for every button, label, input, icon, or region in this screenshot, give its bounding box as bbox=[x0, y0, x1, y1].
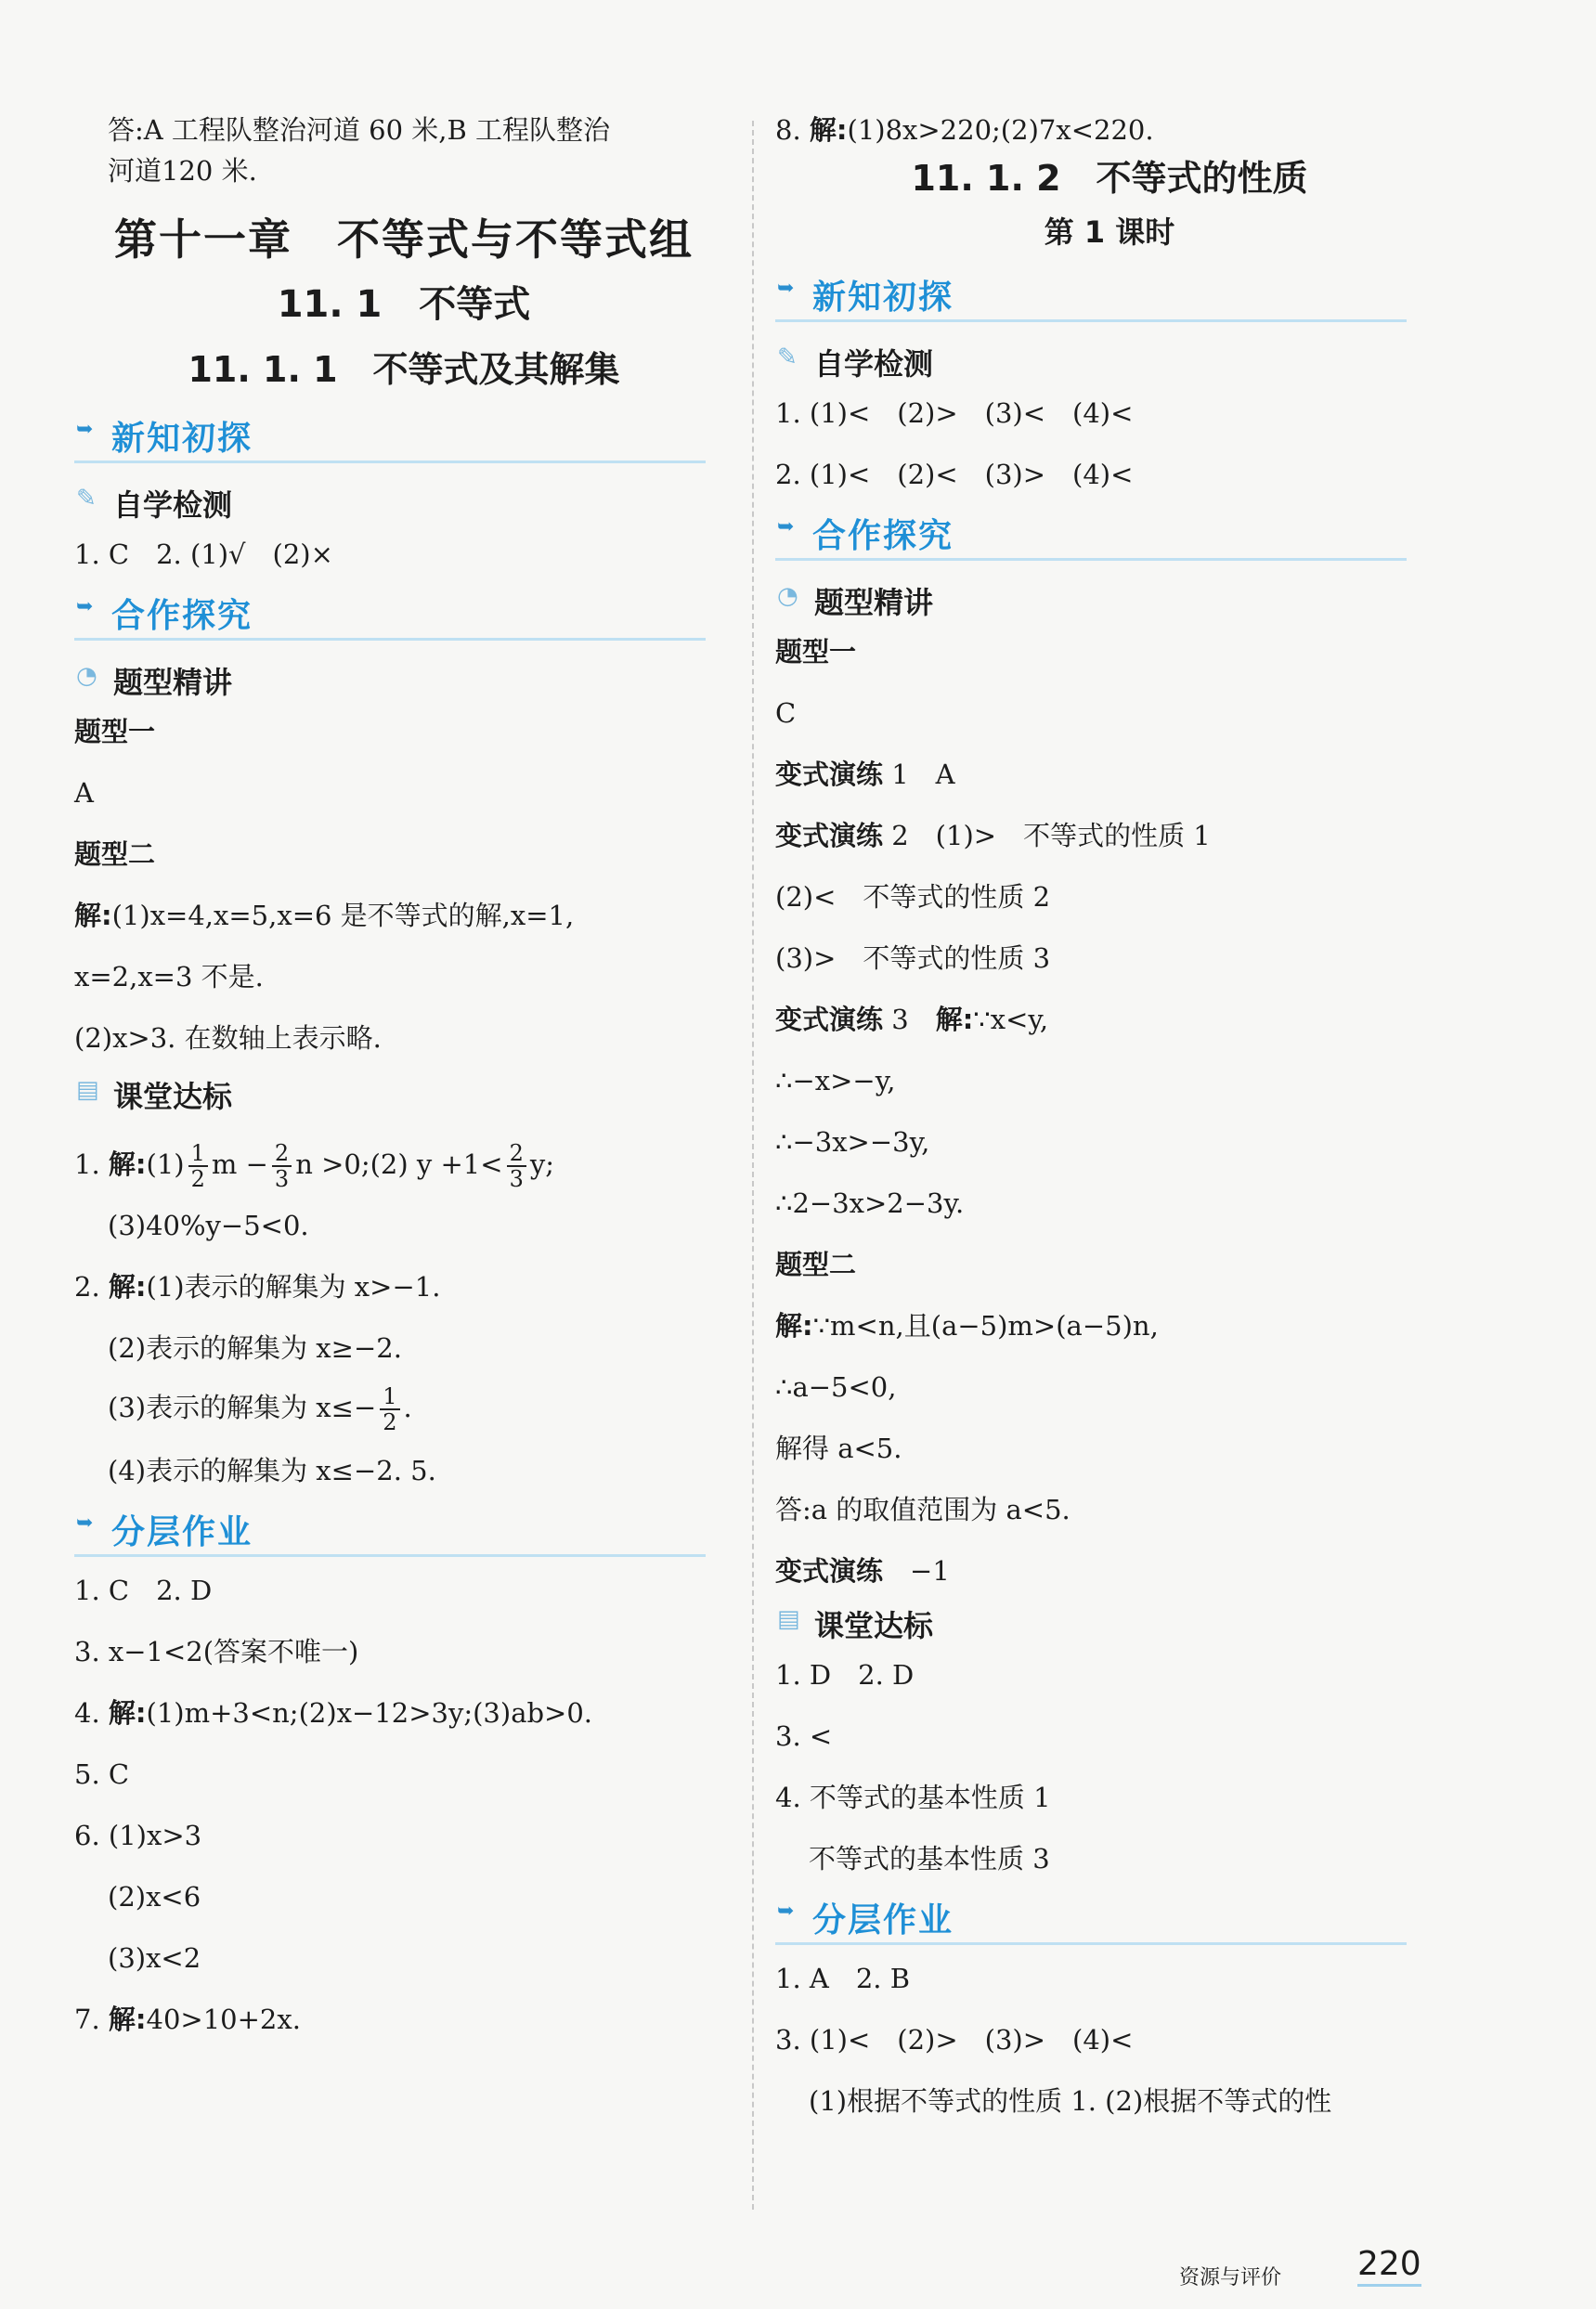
bianshi-text: ∵x<y, bbox=[973, 1004, 1049, 1035]
ketang-1-line-2: (3)40%y−5<0. bbox=[108, 1210, 309, 1241]
sub-label: 题型精讲 bbox=[113, 665, 233, 700]
hw-1: 1. C 2. D bbox=[74, 1575, 213, 1606]
ketang-2-line-4: (4)表示的解集为 x≤−2. 5. bbox=[108, 1455, 436, 1486]
tixing-2-line-4: 答:a 的取值范围为 a<5. bbox=[775, 1494, 1070, 1525]
left-column bbox=[74, 111, 733, 2038]
numerator: 1 bbox=[188, 1141, 208, 1167]
denominator: 2 bbox=[190, 1166, 205, 1192]
tixing-2-line-1 bbox=[74, 897, 733, 934]
kt1-part: y; bbox=[529, 1148, 554, 1180]
ketang-3: 3. < bbox=[775, 1720, 833, 1752]
bianshi-text: 1 A bbox=[891, 759, 955, 790]
bianshi-num: 3 bbox=[891, 1004, 936, 1035]
column-divider bbox=[752, 121, 754, 2210]
r8-line bbox=[775, 111, 1444, 149]
bianshi-3-line-3: ∴−3x>−3y, bbox=[775, 1126, 930, 1158]
tixing-1: 题型一 bbox=[775, 636, 857, 668]
numerator: 2 bbox=[272, 1141, 292, 1167]
item-number: 7. bbox=[74, 2004, 109, 2035]
jie-label: 解: bbox=[809, 114, 848, 146]
band-fenceng bbox=[74, 1502, 706, 1557]
band-arrow-icon: ➥ bbox=[76, 418, 94, 441]
sub-zixue bbox=[775, 337, 1444, 385]
ketang-1 bbox=[74, 1127, 733, 1201]
bianshi-label: 变式演练 bbox=[775, 1555, 884, 1587]
sub-label: 课堂达标 bbox=[814, 1608, 934, 1643]
band-xinzhi bbox=[775, 267, 1407, 322]
bianshi-2-line-2: (2)< 不等式的性质 2 bbox=[775, 881, 1051, 913]
numerator: 2 bbox=[507, 1141, 526, 1167]
bianshi-label: 变式演练 bbox=[775, 1004, 884, 1035]
band-arrow-icon: ➥ bbox=[76, 595, 94, 618]
bianshi-3-line-4: ∴2−3x>2−3y. bbox=[775, 1187, 965, 1219]
hw7-text: 40>10+2x. bbox=[146, 2004, 301, 2035]
sub-ketang bbox=[74, 1070, 733, 1118]
tixing-1: 题型一 bbox=[74, 716, 156, 747]
sub-label: 题型精讲 bbox=[814, 585, 934, 620]
kt1-part: n >0;(2) y +1< bbox=[295, 1148, 503, 1180]
band-label: 合作探究 bbox=[812, 517, 954, 555]
band-label: 合作探究 bbox=[111, 597, 253, 635]
denominator: 3 bbox=[509, 1166, 524, 1192]
ketang-4-line-2: 不等式的基本性质 3 bbox=[809, 1843, 1050, 1874]
numerator: 1 bbox=[380, 1384, 399, 1410]
band-label: 新知初探 bbox=[111, 420, 253, 458]
bianshi-label: 变式演练 bbox=[775, 759, 884, 790]
tixing-2-text: (1)x=4,x=5,x=6 是不等式的解,x=1, bbox=[111, 900, 575, 931]
page-number: 220 bbox=[1357, 2245, 1421, 2287]
ketang-4-line-1: 4. 不等式的基本性质 1 bbox=[775, 1782, 1051, 1813]
bianshi-1 bbox=[775, 756, 1444, 793]
hw-6-1: 6. (1)x>3 bbox=[74, 1820, 202, 1851]
book-icon: ▤ bbox=[777, 1605, 800, 1633]
tixing-1-answer: A bbox=[74, 777, 94, 809]
jie-label: 解: bbox=[108, 1271, 147, 1303]
intro-line-2: 河道120 米. bbox=[108, 155, 257, 187]
hw-6-3: (3)x<2 bbox=[108, 1942, 201, 1974]
tixing-2-line-2: x=2,x=3 不是. bbox=[74, 961, 264, 992]
band-label: 新知初探 bbox=[812, 279, 954, 317]
sub-ketang bbox=[775, 1599, 1444, 1647]
band-xinzhi bbox=[74, 409, 706, 463]
lesson-title: 第 1 课时 bbox=[1044, 214, 1175, 250]
band-label: 分层作业 bbox=[111, 1513, 253, 1551]
item-number: 1. bbox=[74, 1148, 109, 1180]
subsection-title: 11. 1. 1 不等式及其解集 bbox=[188, 349, 620, 390]
zixue-2: 2. (1)< (2)< (3)> (4)< bbox=[775, 459, 1134, 490]
band-fenceng bbox=[775, 1890, 1407, 1945]
tixing-2-text: ∵m<n,且(a−5)m>(a−5)n, bbox=[812, 1310, 1159, 1342]
jie-label: 解: bbox=[74, 900, 112, 931]
hw-3-line-2: (1)根据不等式的性质 1. (2)根据不等式的性 bbox=[809, 2085, 1332, 2117]
sub-tixing bbox=[74, 655, 733, 704]
fraction bbox=[380, 1384, 399, 1434]
band-hezuo bbox=[775, 506, 1407, 561]
bell-icon: ◔ bbox=[76, 662, 97, 690]
ketang-2-line-3 bbox=[74, 1370, 733, 1445]
kt1-part: m − bbox=[211, 1148, 268, 1180]
chapter-title: 第十一章 不等式与不等式组 bbox=[114, 214, 694, 265]
section-title: 11. 1 不等式 bbox=[277, 283, 531, 326]
band-arrow-icon: ➥ bbox=[777, 277, 795, 300]
kt2-text: (3)表示的解集为 x≤− bbox=[108, 1392, 377, 1423]
tixing-2-line-2: ∴a−5<0, bbox=[775, 1371, 897, 1403]
jie-label: 解: bbox=[935, 1004, 974, 1035]
subsection-title: 11. 1. 2 不等式的性质 bbox=[911, 158, 1308, 199]
hw-3: 3. x−1<2(答案不唯一) bbox=[74, 1636, 359, 1667]
band-arrow-icon: ➥ bbox=[777, 515, 795, 538]
hw-3: 3. (1)< (2)> (3)> (4)< bbox=[775, 2024, 1134, 2056]
sub-label: 自学检测 bbox=[113, 487, 233, 523]
ketang-2-line-1 bbox=[74, 1268, 733, 1305]
band-hezuo bbox=[74, 586, 706, 641]
fraction bbox=[507, 1141, 526, 1191]
band-label: 分层作业 bbox=[812, 1901, 954, 1939]
bianshi-2-line-3: (3)> 不等式的性质 3 bbox=[775, 942, 1051, 974]
jie-label: 解: bbox=[108, 1697, 147, 1729]
hw4-text: (1)m+3<n;(2)x−12>3y;(3)ab>0. bbox=[146, 1697, 593, 1729]
pencil-icon: ✎ bbox=[76, 485, 97, 512]
hw-7 bbox=[74, 2001, 733, 2038]
sub-label: 自学检测 bbox=[814, 346, 934, 382]
tixing-2-line-3: 解得 a<5. bbox=[775, 1433, 902, 1464]
fraction bbox=[188, 1141, 208, 1191]
tixing-1-answer: C bbox=[775, 697, 797, 729]
fraction bbox=[272, 1141, 292, 1191]
jie-label: 解: bbox=[108, 1148, 147, 1180]
tixing-2-line-1 bbox=[775, 1307, 1444, 1344]
right-column bbox=[775, 111, 1444, 2120]
pencil-icon: ✎ bbox=[777, 344, 798, 371]
denominator: 3 bbox=[274, 1166, 290, 1192]
hw-6-2: (2)x<6 bbox=[108, 1881, 201, 1913]
denominator: 2 bbox=[383, 1409, 397, 1435]
bianshi-label: 变式演练 bbox=[775, 820, 884, 851]
zixue-answers: 1. C 2. (1)√ (2)× bbox=[74, 538, 333, 570]
intro-line-1: 答:A 工程队整治河道 60 米,B 工程队整治 bbox=[108, 114, 611, 146]
bianshi-3 bbox=[775, 1001, 1444, 1038]
tixing-2-line-3: (2)x>3. 在数轴上表示略. bbox=[74, 1022, 382, 1054]
bell-icon: ◔ bbox=[777, 582, 798, 610]
band-arrow-icon: ➥ bbox=[76, 1511, 94, 1535]
zixue-1: 1. (1)< (2)> (3)< (4)< bbox=[775, 397, 1134, 429]
jie-label: 解: bbox=[108, 2004, 147, 2035]
sub-label: 课堂达标 bbox=[113, 1079, 233, 1114]
kt1-part: (1) bbox=[146, 1148, 185, 1180]
item-number: 2. bbox=[74, 1271, 109, 1303]
sub-tixing bbox=[775, 576, 1444, 624]
ketang-1: 1. D 2. D bbox=[775, 1659, 915, 1691]
kt2-text: . bbox=[403, 1392, 412, 1423]
tixing-2: 题型二 bbox=[775, 1249, 857, 1280]
item-number: 4. bbox=[74, 1697, 109, 1729]
hw-1: 1. A 2. B bbox=[775, 1963, 911, 1994]
tixing-2: 题型二 bbox=[74, 838, 156, 870]
jie-label: 解: bbox=[775, 1310, 813, 1342]
band-arrow-icon: ➥ bbox=[777, 1900, 795, 1923]
sub-zixue bbox=[74, 478, 733, 526]
bianshi-4 bbox=[775, 1552, 1444, 1589]
bianshi-text: 2 (1)> 不等式的性质 1 bbox=[891, 820, 1211, 851]
r8-text: (1)8x>220;(2)7x<220. bbox=[847, 114, 1154, 146]
hw-5: 5. C bbox=[74, 1758, 130, 1790]
bianshi-3-line-2: ∴−x>−y, bbox=[775, 1065, 896, 1096]
hw-4 bbox=[74, 1694, 733, 1732]
kt2-text: (1)表示的解集为 x>−1. bbox=[146, 1271, 441, 1303]
footer-label: 资源与评价 bbox=[1179, 2266, 1282, 2290]
book-icon: ▤ bbox=[76, 1076, 99, 1104]
item-number: 8. bbox=[775, 114, 810, 146]
bianshi-text: −1 bbox=[883, 1555, 950, 1587]
ketang-2-line-2: (2)表示的解集为 x≥−2. bbox=[108, 1332, 402, 1364]
bianshi-2 bbox=[775, 817, 1444, 854]
